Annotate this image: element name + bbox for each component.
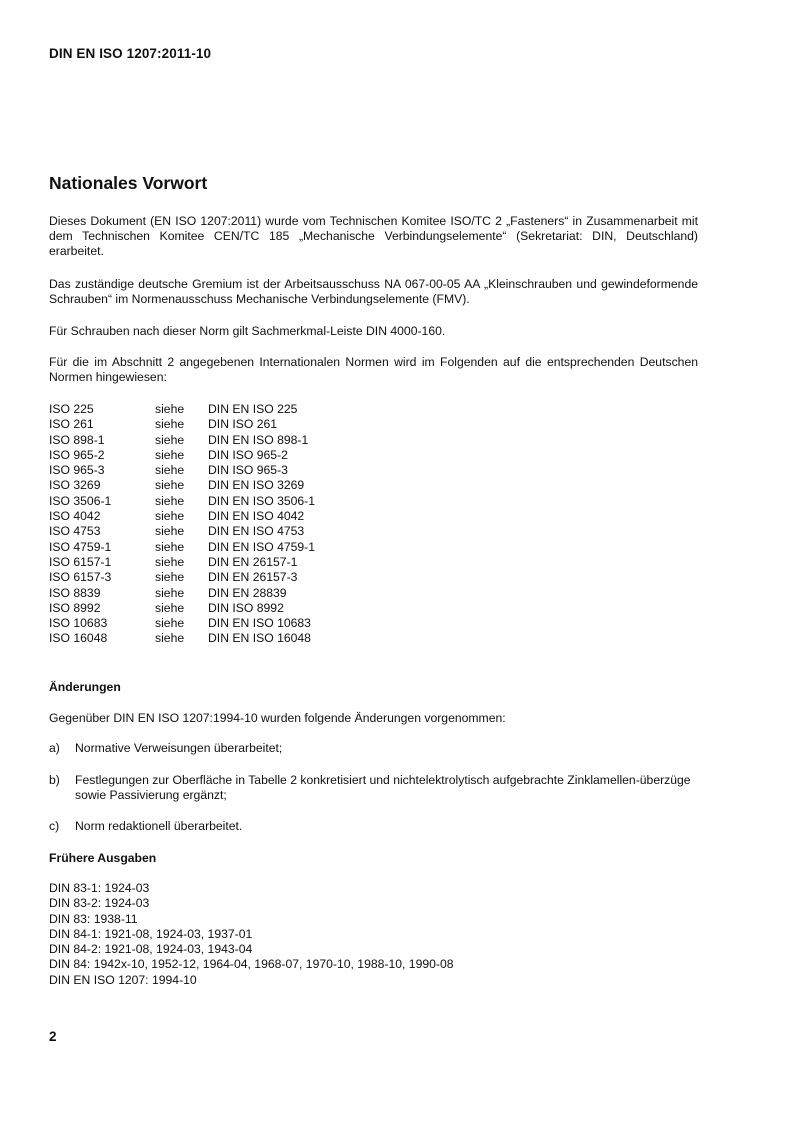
edition-line: DIN 84-2: 1921-08, 1924-03, 1943-04 xyxy=(49,942,253,957)
din-standard-cell: DIN ISO 261 xyxy=(208,417,278,432)
reference-row xyxy=(49,586,315,601)
see-cell: siehe xyxy=(155,524,185,539)
edition-line: DIN 83: 1938-11 xyxy=(49,911,138,926)
iso-standard-cell: ISO 965-3 xyxy=(49,463,105,478)
din-standard-cell: DIN EN 26157-1 xyxy=(208,554,298,569)
din-standard-cell: DIN EN ISO 4753 xyxy=(208,524,305,539)
reference-row xyxy=(49,478,315,493)
list-marker: a) xyxy=(49,741,60,755)
iso-standard-cell: ISO 8992 xyxy=(49,600,101,615)
reference-row xyxy=(49,555,315,570)
see-cell: siehe xyxy=(155,570,185,585)
paragraph-international-references: Für die im Abschnitt 2 angegebenen Internationalen Normen wird im Folgenden auf die entsprechenden Deutschen Normen hingewiesen: xyxy=(49,355,698,384)
din-standard-cell: DIN EN ISO 16048 xyxy=(208,631,311,646)
din-standard-cell: DIN EN ISO 10683 xyxy=(208,616,311,631)
reference-row xyxy=(49,524,315,539)
iso-standard-cell: ISO 8839 xyxy=(49,585,101,600)
din-standard-cell: DIN ISO 965-2 xyxy=(208,447,288,462)
see-cell: siehe xyxy=(155,402,185,416)
din-standard-cell: DIN EN ISO 4042 xyxy=(208,509,305,524)
see-cell: siehe xyxy=(155,478,185,493)
section-title: Nationales Vorwort xyxy=(49,173,208,193)
reference-row xyxy=(49,616,315,631)
see-cell: siehe xyxy=(155,585,185,600)
edition-line: DIN 84: 1942x-10, 1952-12, 1964-04, 1968-07, 1970-10, 1988-10, 1990-08 xyxy=(49,957,454,972)
reference-row xyxy=(49,417,315,432)
list-marker: b) xyxy=(49,773,60,787)
document-code-header: DIN EN ISO 1207:2011-10 xyxy=(49,46,212,61)
din-standard-cell: DIN EN ISO 3506-1 xyxy=(208,493,316,508)
reference-row xyxy=(49,402,315,417)
list-item-text: Festlegungen zur Oberfläche in Tabelle 2 konkretisiert und nichtelektrolytisch aufgebrachte Zinklamellen-überzüge sowie Passivierung ergänzt; xyxy=(75,773,691,802)
iso-standard-cell: ISO 261 xyxy=(49,417,94,432)
reference-row xyxy=(49,509,315,524)
list-item-text: Normative Verweisungen überarbeitet; xyxy=(75,741,283,755)
see-cell: siehe xyxy=(155,432,185,447)
reference-row xyxy=(49,601,315,616)
see-cell: siehe xyxy=(155,539,185,554)
paragraph-document-origin: Dieses Dokument (EN ISO 1207:2011) wurde vom Technischen Komitee ISO/TC 2 „Fasteners“ in Zusammenarbeit mit dem Technischen Komitee CEN/TC 185 „Mechanische Verbindungselemente“ (Sekretariat: DIN, Deutschland) erarbeitet. xyxy=(49,214,698,258)
see-cell: siehe xyxy=(155,554,185,569)
reference-row xyxy=(49,433,315,448)
din-standard-cell: DIN EN ISO 4759-1 xyxy=(208,539,316,554)
page-number: 2 xyxy=(49,1029,57,1044)
list-item-text: Norm redaktionell überarbeitet. xyxy=(75,819,243,833)
earlier-editions-heading: Frühere Ausgaben xyxy=(49,851,157,865)
paragraph-responsible-committee: Das zuständige deutsche Gremium ist der Arbeitsausschuss NA 067-00-05 AA „Kleinschrauben und gewindeformende Schrauben“ im Normenausschuss Mechanische Verbindungselemente (FMV). xyxy=(49,277,698,306)
changes-intro: Gegenüber DIN EN ISO 1207:1994-10 wurden folgende Änderungen vorgenommen: xyxy=(49,711,506,725)
see-cell: siehe xyxy=(155,600,185,615)
reference-table xyxy=(49,402,315,647)
change-item-a xyxy=(49,741,698,756)
reference-row xyxy=(49,448,315,463)
iso-standard-cell: ISO 6157-1 xyxy=(49,554,112,569)
see-cell: siehe xyxy=(155,509,185,524)
iso-standard-cell: ISO 3269 xyxy=(49,478,101,493)
iso-standard-cell: ISO 4753 xyxy=(49,524,101,539)
iso-standard-cell: ISO 3506-1 xyxy=(49,493,112,508)
iso-standard-cell: ISO 6157-3 xyxy=(49,570,112,585)
iso-standard-cell: ISO 965-2 xyxy=(49,447,105,462)
see-cell: siehe xyxy=(155,417,185,432)
din-standard-cell: DIN ISO 8992 xyxy=(208,600,284,615)
edition-line: DIN 83-2: 1924-03 xyxy=(49,896,150,911)
edition-line: DIN 84-1: 1921-08, 1924-03, 1937-01 xyxy=(49,926,253,941)
change-item-c xyxy=(49,819,698,834)
edition-line: DIN 83-1: 1924-03 xyxy=(49,881,150,895)
reference-row xyxy=(49,570,315,585)
reference-row xyxy=(49,494,315,509)
reference-row xyxy=(49,540,315,555)
iso-standard-cell: ISO 225 xyxy=(49,402,94,416)
iso-standard-cell: ISO 10683 xyxy=(49,616,108,631)
change-item-b xyxy=(49,773,698,803)
changes-heading: Änderungen xyxy=(49,680,121,694)
edition-line: DIN EN ISO 1207: 1994-10 xyxy=(49,972,197,987)
din-standard-cell: DIN EN ISO 225 xyxy=(208,402,298,416)
see-cell: siehe xyxy=(155,447,185,462)
iso-standard-cell: ISO 4042 xyxy=(49,509,101,524)
din-standard-cell: DIN EN ISO 898-1 xyxy=(208,432,309,447)
reference-row xyxy=(49,631,315,646)
din-standard-cell: DIN EN ISO 3269 xyxy=(208,478,305,493)
see-cell: siehe xyxy=(155,493,185,508)
paragraph-characteristics-list: Für Schrauben nach dieser Norm gilt Sachmerkmal-Leiste DIN 4000-160. xyxy=(49,324,446,338)
earlier-editions-list xyxy=(49,881,454,988)
reference-row xyxy=(49,463,315,478)
list-marker: c) xyxy=(49,819,60,833)
din-standard-cell: DIN ISO 965-3 xyxy=(208,463,288,478)
din-standard-cell: DIN EN 28839 xyxy=(208,585,287,600)
see-cell: siehe xyxy=(155,631,185,646)
see-cell: siehe xyxy=(155,616,185,631)
iso-standard-cell: ISO 4759-1 xyxy=(49,539,112,554)
iso-standard-cell: ISO 898-1 xyxy=(49,432,105,447)
din-standard-cell: DIN EN 26157-3 xyxy=(208,570,298,585)
iso-standard-cell: ISO 16048 xyxy=(49,631,108,646)
see-cell: siehe xyxy=(155,463,185,478)
